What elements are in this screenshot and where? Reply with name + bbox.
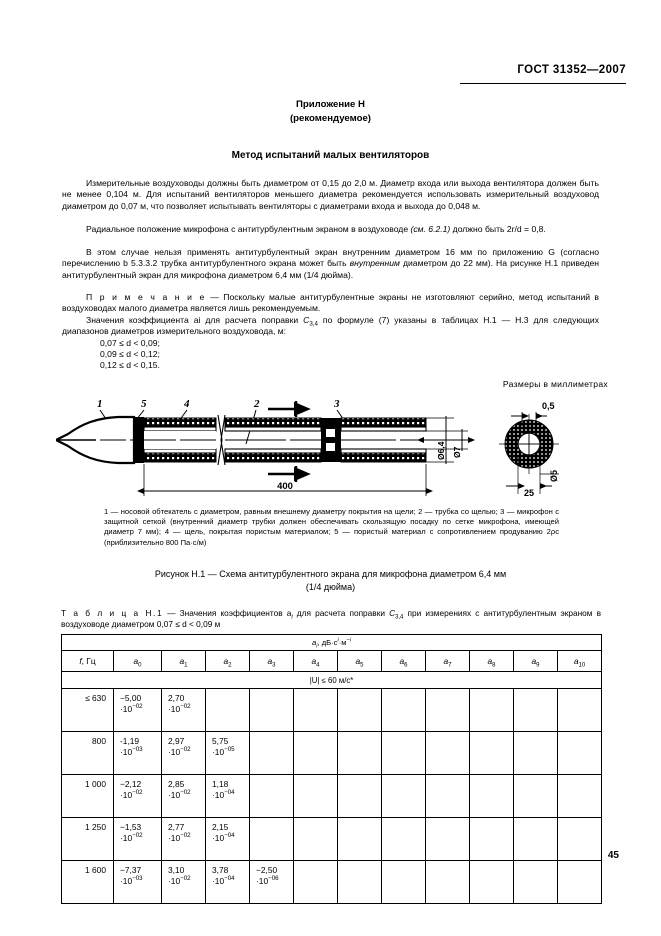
caption-line-2: (1/4 дюйма) — [305, 581, 356, 592]
cell-coefficient-a3 — [250, 732, 294, 775]
column-header-a8: $a_8$ — [470, 651, 514, 672]
cell-coefficient-a6 — [382, 818, 426, 861]
body-paragraph-1 — [62, 178, 599, 212]
p4-part-b: по формуле (7) указаны в таблицах Н.1 — Н.3 для следующих диапазонов диаметров измерительного воздуховода, м: — [62, 315, 599, 337]
column-header-a4: $a_4$ — [294, 651, 338, 672]
cell-frequency: ≤ 630 — [62, 689, 114, 732]
unit-header-cell — [62, 635, 602, 651]
cell-mantissa: 2,77 — [168, 822, 185, 832]
table-row — [62, 732, 602, 775]
cell-coefficient-a5 — [338, 861, 382, 904]
cell-coefficient-a0 — [114, 689, 162, 732]
cell-coefficient-a2 — [206, 732, 250, 775]
cell-mantissa: 5,75 — [212, 736, 229, 746]
p4-symbol: C — [303, 315, 310, 325]
page-number: 45 — [607, 850, 619, 861]
column-header-frequency: f, Гц — [62, 651, 114, 672]
body-paragraph-3 — [62, 247, 599, 281]
table-data-body — [62, 689, 602, 904]
range-item-3: 0,12 ≤ d < 0,15. — [100, 360, 160, 371]
dimension-inner-diameter: Ø7 — [452, 446, 462, 458]
cell-coefficient-a4 — [294, 689, 338, 732]
cell-exponent: $\cdot 10^{-05}$ — [212, 745, 235, 757]
p3-emphasis: внутренним — [349, 258, 400, 269]
table-caption-sub: i — [291, 614, 293, 621]
cell-coefficient-a10 — [558, 775, 602, 818]
unit-text-1: , дБ·с — [317, 638, 338, 647]
cell-coefficient-a3 — [250, 689, 294, 732]
cell-exponent: $\cdot 10^{-06}$ — [256, 874, 279, 886]
p3-part-a: В этом случае нельзя применять антитурбулентный экран внутренним диаметром 16 мм по приложению G (согласно перечислению b 5.3.3.2 трубка антитурбулентного экрана может быть — [62, 247, 599, 269]
cell-coefficient-a9 — [514, 818, 558, 861]
cell-coefficient-a6 — [382, 689, 426, 732]
dimension-length: 400 — [277, 481, 293, 492]
column-header-a5: $a_5$ — [338, 651, 382, 672]
range-item-1: 0,07 ≤ d < 0,09; — [100, 337, 160, 348]
table-caption-a: — Значения коэффициентов a — [163, 608, 292, 618]
cell-coefficient-a4 — [294, 775, 338, 818]
cell-coefficient-a6 — [382, 775, 426, 818]
cell-exponent: $\cdot 10^{-04}$ — [212, 874, 235, 886]
cell-frequency: 1 000 — [62, 775, 114, 818]
dimensions-note: Размеры в миллиметрах — [502, 379, 608, 389]
column-header-a7: $a_7$ — [426, 651, 470, 672]
cell-exponent: $\cdot 10^{-02}$ — [168, 831, 191, 843]
callout-4: 4 — [184, 398, 190, 410]
column-header-a10: $a_{10}$ — [558, 651, 602, 672]
cell-exponent: $\cdot 10^{-03}$ — [120, 745, 143, 757]
cell-coefficient-a0 — [114, 861, 162, 904]
cell-frequency: 1 250 — [62, 818, 114, 861]
note-paragraph — [62, 292, 599, 315]
appendix-title: Приложение Н — [296, 99, 365, 110]
cell-mantissa: 2,70 — [168, 693, 185, 703]
body-paragraph-2 — [62, 224, 599, 235]
p3-part-b: диаметром до 22 мм). На рисунке Н.1 приведен антитурбулентный экран для микрофона диаметром 6,4 мм (1/4 дюйма). — [62, 258, 599, 280]
note-label: П р и м е ч а н и е — [86, 292, 206, 302]
cell-coefficient-a1 — [162, 861, 206, 904]
cell-coefficient-a1 — [162, 689, 206, 732]
cell-mantissa: 3,78 — [212, 865, 229, 875]
cell-coefficient-a4 — [294, 861, 338, 904]
cell-coefficient-a8 — [470, 818, 514, 861]
paragraph-text — [62, 247, 599, 281]
body-paragraph-4 — [62, 315, 599, 372]
table-row — [62, 818, 602, 861]
cell-coefficient-a1 — [162, 732, 206, 775]
table-unit-row — [62, 635, 602, 651]
cell-coefficient-a9 — [514, 775, 558, 818]
caption-line-1: Рисунок Н.1 — Схема антитурбулентного экрана для микрофона диаметром 6,4 мм — [154, 569, 507, 579]
cell-coefficient-a5 — [338, 732, 382, 775]
unit-sup-1: i — [337, 637, 339, 644]
callout-1: 1 — [97, 398, 103, 410]
dimension-outer-diameter: Ø6,4 — [436, 441, 446, 460]
cell-coefficient-a5 — [338, 775, 382, 818]
cell-coefficient-a8 — [470, 861, 514, 904]
cell-mantissa: 1,18 — [212, 779, 229, 789]
note-text: — Поскольку малые антитурбулентные экраны не изготовляют серийно, метод испытаний в воздуховодах малого диаметра является лишь рекомендуемым. — [62, 292, 599, 314]
cell-coefficient-a1 — [162, 818, 206, 861]
cell-coefficient-a8 — [470, 732, 514, 775]
cross-section-view — [499, 401, 559, 498]
table-caption — [61, 608, 601, 630]
header-rule — [460, 83, 626, 84]
coefficients-table — [61, 634, 602, 904]
cell-coefficient-a0 — [114, 775, 162, 818]
cell-coefficient-a6 — [382, 732, 426, 775]
velocity-condition: |U| ≤ 60 м/с* — [62, 672, 602, 689]
table-caption-c: C — [389, 608, 396, 618]
table-velocity-row — [62, 672, 602, 689]
body-note — [62, 292, 599, 315]
method-title: Метод испытаний малых вентиляторов — [231, 150, 430, 161]
cell-coefficient-a10 — [558, 818, 602, 861]
cell-coefficient-a6 — [382, 861, 426, 904]
cell-coefficient-a10 — [558, 732, 602, 775]
cell-coefficient-a0 — [114, 732, 162, 775]
cell-exponent: $\cdot 10^{-02}$ — [120, 831, 143, 843]
cell-coefficient-a9 — [514, 861, 558, 904]
antiturbulence-screen-diagram — [56, 396, 616, 504]
cell-coefficient-a0 — [114, 818, 162, 861]
cell-exponent: $\cdot 10^{-03}$ — [120, 874, 143, 886]
dimension-section-diameter: Ø5 — [549, 469, 559, 482]
cell-coefficient-a8 — [470, 689, 514, 732]
cell-exponent: $\cdot 10^{-02}$ — [168, 702, 191, 714]
cell-mantissa: -1,19 — [120, 736, 140, 746]
table-row — [62, 861, 602, 904]
cell-coefficient-a2 — [206, 861, 250, 904]
paragraph-text — [62, 224, 599, 235]
paragraph-text — [62, 315, 599, 338]
column-header-a6: $a_6$ — [382, 651, 426, 672]
callout-2: 2 — [254, 398, 260, 410]
cell-exponent: $\cdot 10^{-02}$ — [168, 874, 191, 886]
unit-text-2: ·м — [338, 638, 347, 647]
cell-frequency: 1 600 — [62, 861, 114, 904]
unit-symbol: a — [312, 638, 317, 647]
cell-mantissa: 3,10 — [168, 865, 185, 875]
cell-exponent: $\cdot 10^{-02}$ — [168, 788, 191, 800]
callout-3: 3 — [334, 398, 340, 410]
section-arrow-bottom — [268, 466, 296, 482]
table-header-row — [62, 651, 602, 672]
p2-reference: (см. 6.2.1) — [410, 224, 451, 234]
column-header-a1: $a_1$ — [162, 651, 206, 672]
cell-exponent: $\cdot 10^{-04}$ — [212, 831, 235, 843]
cell-coefficient-a7 — [426, 775, 470, 818]
p2-part-b: должно быть 2r/d = 0,8. — [450, 224, 546, 234]
p2-part-a: Радиальное положение микрофона с антитурбулентным экраном в воздуховоде — [86, 224, 411, 234]
cell-coefficient-a2 — [206, 775, 250, 818]
callout-5: 5 — [141, 398, 147, 410]
cell-frequency: 800 — [62, 732, 114, 775]
cell-mantissa: 2,97 — [168, 736, 185, 746]
column-header-a0: $a_0$ — [114, 651, 162, 672]
cell-coefficient-a7 — [426, 818, 470, 861]
standard-number: ГОСТ 31352—2007 — [517, 64, 626, 76]
cell-coefficient-a3 — [250, 775, 294, 818]
appendix-subtitle: (рекомендуемое) — [289, 112, 371, 124]
table-row — [62, 775, 602, 818]
paragraph-text: Измерительные воздуховоды должны быть диаметром от 0,15 до 2,0 м. Диаметр входа или выхода вентилятора должен быть не менее 0,104 м. Для испытаний вентиляторов меньшего диаметра рекомендуется использовать измерительный воздуховод диаметром до 0,07 м, что позволяет испытывать вентиляторы с диаметрами входа и выхода до 0,048 м. — [62, 178, 599, 211]
cell-coefficient-a1 — [162, 775, 206, 818]
figure-drawing — [56, 396, 616, 504]
cell-exponent: $\cdot 10^{-04}$ — [212, 788, 235, 800]
cell-coefficient-a10 — [558, 689, 602, 732]
figure-caption — [0, 568, 661, 593]
table-caption-d: при измерениях с антитурбулентным экраном в воздуховоде диаметром 0,07 ≤ d < 0,09 м — [61, 608, 601, 629]
cell-mantissa: −5,00 — [120, 693, 142, 703]
table-row — [62, 689, 602, 732]
column-header-a2: $a_2$ — [206, 651, 250, 672]
cell-exponent: $\cdot 10^{-02}$ — [168, 745, 191, 757]
cell-exponent: $\cdot 10^{-02}$ — [120, 702, 143, 714]
cell-mantissa: 2,15 — [212, 822, 229, 832]
table-caption-c-sub: 3,4 — [395, 614, 404, 621]
cell-coefficient-a7 — [426, 861, 470, 904]
cell-coefficient-a9 — [514, 689, 558, 732]
legend-text: 1 — носовой обтекатель с диаметром, равным внешнему диаметру покрытия на щели; 2 — трубка со щелью; 3 — микрофон с защитной сеткой (внутренний диаметр трубки должен обеспечивать скользящую посадку по сетке микрофона, имеющей диаметр 7 мм); 4 — щель, покрытая пористым материалом; 5 — пористый материал с сопротивлением продуванию 2ρc (приблизительно 800 Па·с/м) — [104, 507, 559, 547]
cell-mantissa: −7,37 — [120, 865, 142, 875]
cell-coefficient-a3 — [250, 861, 294, 904]
p4-part-a: Значения коэффициента аi для расчета поправки — [86, 315, 304, 325]
cell-coefficient-a2 — [206, 818, 250, 861]
cell-mantissa: −2,50 — [256, 865, 278, 875]
cell-mantissa: −1,53 — [120, 822, 142, 832]
cell-coefficient-a7 — [426, 689, 470, 732]
cell-coefficient-a4 — [294, 732, 338, 775]
cell-coefficient-a4 — [294, 818, 338, 861]
cell-mantissa: −2,12 — [120, 779, 142, 789]
column-header-a9: $a_9$ — [514, 651, 558, 672]
cell-coefficient-a9 — [514, 732, 558, 775]
cell-coefficient-a5 — [338, 818, 382, 861]
dimension-section-count: 25 — [523, 488, 535, 498]
range-item-2: 0,09 ≤ d < 0,12; — [100, 349, 160, 360]
cell-coefficient-a7 — [426, 732, 470, 775]
cell-coefficient-a5 — [338, 689, 382, 732]
cell-exponent: $\cdot 10^{-02}$ — [120, 788, 143, 800]
figure-legend — [104, 507, 559, 548]
cell-coefficient-a3 — [250, 818, 294, 861]
cell-mantissa: 2,85 — [168, 779, 185, 789]
table-label: Т а б л и ц а Н.1 — [61, 608, 164, 618]
cell-coefficient-a10 — [558, 861, 602, 904]
table-caption-b: для расчета поправки — [292, 608, 390, 618]
section-arrow-top — [268, 401, 296, 417]
unit-sup-2: −i — [346, 637, 351, 644]
p4-subscript: 3,4 — [309, 320, 318, 328]
unit-sub: i — [316, 643, 318, 650]
column-header-a3: $a_3$ — [250, 651, 294, 672]
dimension-gap: 0,5 — [542, 401, 555, 411]
cell-coefficient-a2 — [206, 689, 250, 732]
appendix-heading — [0, 98, 661, 125]
cell-coefficient-a8 — [470, 775, 514, 818]
